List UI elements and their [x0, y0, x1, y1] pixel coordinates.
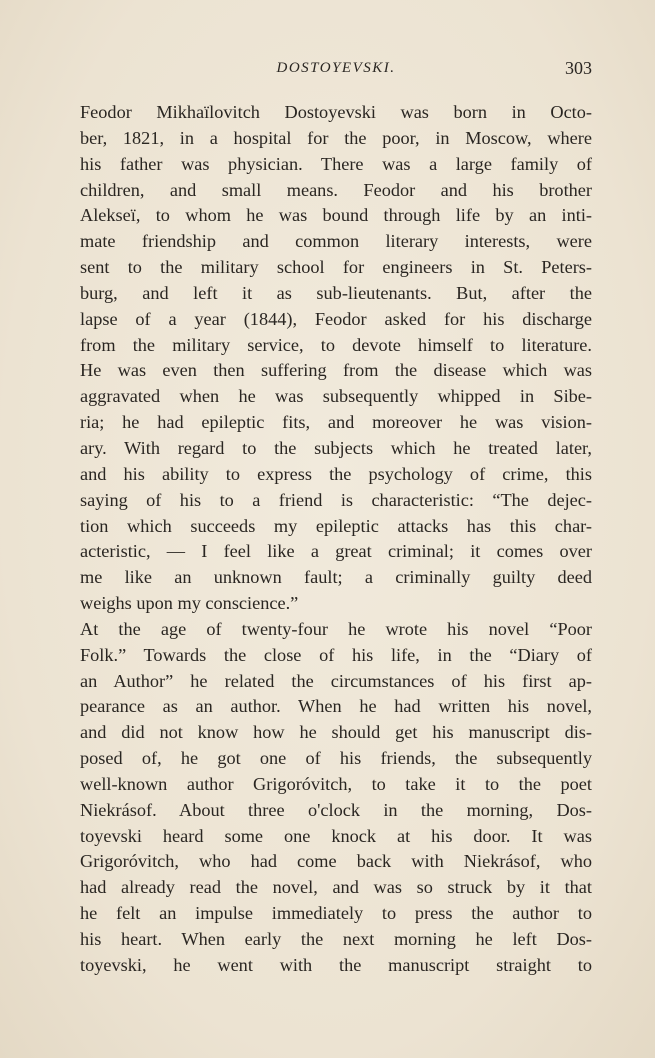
text-line: Grigoróvitch, who had come back with Niekrásof, who [80, 851, 592, 872]
text-line: he felt an impulse immediately to press the author to [80, 903, 592, 924]
text-line: ria; he had epileptic fits, and moreover he was vision- [80, 412, 592, 433]
text-line: He was even then suffering from the disease which was [80, 360, 592, 381]
text-line: toyevski, he went with the manuscript straight to [80, 954, 592, 975]
text-line: ber, 1821, in a hospital for the poor, in Moscow, where [80, 127, 592, 148]
text-line: children, and small means. Feodor and his brother [80, 179, 592, 200]
text-line: burg, and left it as sub-lieutenants. But, after the [80, 282, 592, 303]
body-text [80, 100, 592, 979]
text-line: tion which succeeds my epileptic attacks has this char- [80, 515, 592, 536]
text-line: had already read the novel, and was so struck by it that [80, 877, 592, 898]
text-line: toyevski heard some one knock at his door. It was [80, 825, 592, 846]
text-line: sent to the military school for engineers in St. Peters- [80, 257, 592, 278]
text-line: lapse of a year (1844), Feodor asked for his discharge [80, 308, 592, 329]
text-line: from the military service, to devote himself to literature. [80, 334, 592, 355]
text-line: and his ability to express the psychology of crime, this [80, 463, 592, 484]
text-line: aggravated when he was subsequently whipped in Sibe- [80, 386, 592, 407]
text-line: At the age of twenty-four he wrote his novel “Poor [80, 618, 592, 639]
text-line: his father was physician. There was a large family of [80, 153, 592, 174]
text-line: saying of his to a friend is characteristic: “The dejec- [80, 489, 592, 510]
text-line: well-known author Grigoróvitch, to take it to the poet [80, 773, 592, 794]
text-line: and did not know how he should get his manuscript dis- [80, 722, 592, 743]
text-line: Feodor Mikhaïlovitch Dostoyevski was born in Octo- [80, 102, 592, 122]
running-title: DOSTOYEVSKI. [276, 60, 396, 76]
text-line: an Author” he related the circumstances of his first ap- [80, 670, 592, 691]
text-line: Niekrásof. About three o'clock in the morning, Dos- [80, 799, 592, 820]
text-line: Folk.” Towards the close of his life, in the “Diary of [80, 644, 592, 665]
text-line: Alekseï, to whom he was bound through life by an inti- [80, 205, 592, 226]
text-line: acteristic, — I feel like a great criminal; it comes over [80, 541, 592, 562]
page-number: 303 [565, 58, 592, 78]
text-line: mate friendship and common literary interests, were [80, 231, 592, 252]
text-line: posed of, he got one of his friends, the subsequently [80, 748, 592, 769]
page-header [80, 56, 592, 82]
text-line: me like an unknown fault; a criminally guilty deed [80, 567, 592, 588]
text-line: pearance as an author. When he had written his novel, [80, 696, 592, 717]
text-line: ary. With regard to the subjects which he treated later, [80, 437, 592, 458]
text-line: his heart. When early the next morning he left Dos- [80, 929, 592, 949]
paragraph-2 [80, 617, 592, 979]
text-line: weighs upon my conscience.” [80, 593, 299, 614]
paragraph-1 [80, 100, 592, 617]
